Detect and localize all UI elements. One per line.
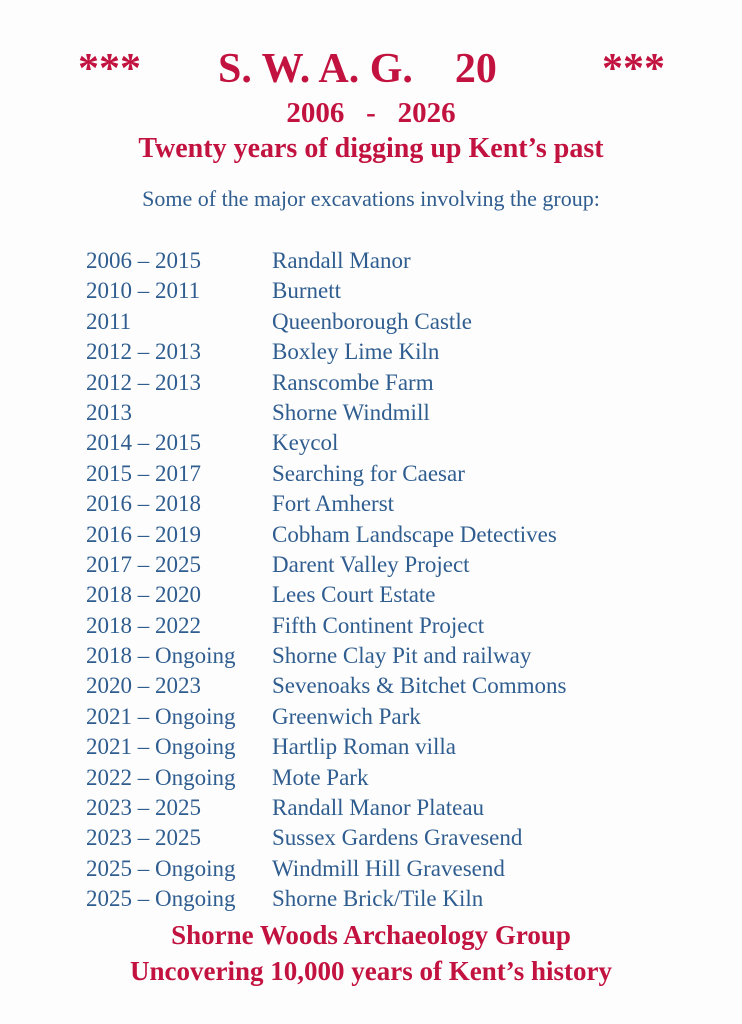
list-item (86, 763, 706, 793)
list-item (86, 459, 706, 489)
excavation-site: Sevenoaks & Bitchet Commons (272, 673, 567, 699)
excavation-site: Burnett (272, 278, 341, 304)
list-item (86, 884, 706, 914)
excavation-site: Sussex Gardens Gravesend (272, 825, 523, 851)
list-item (86, 246, 706, 276)
excavation-site: Searching for Caesar (272, 460, 465, 486)
list-item (86, 854, 706, 884)
excavation-dates: 2021 – Ongoing (86, 734, 236, 760)
list-item (86, 823, 706, 853)
slogan: Uncovering 10,000 years of Kent’s history (130, 956, 612, 986)
list-item (86, 580, 706, 610)
excavation-site: Randall Manor (272, 248, 411, 273)
tagline: Twenty years of digging up Kent’s past (138, 133, 604, 164)
list-item (86, 671, 706, 701)
excavation-dates: 2022 – Ongoing (86, 764, 236, 790)
list-item (86, 520, 706, 550)
poster-title: S. W. A. G. 20 (218, 46, 497, 92)
list-item (86, 276, 706, 306)
excavation-site: Ranscombe Farm (272, 369, 434, 395)
excavation-dates: 2012 – 2013 (86, 339, 201, 365)
excavation-site: Shorne Windmill (272, 399, 430, 425)
excavation-dates: 2011 (86, 308, 132, 334)
excavation-site: Mote Park (272, 764, 369, 790)
excavation-site: Greenwich Park (272, 703, 421, 729)
excavation-site: Cobham Landscape Detectives (272, 521, 557, 547)
list-item (86, 337, 706, 367)
excavation-dates: 2014 – 2015 (86, 430, 201, 456)
list-item (86, 398, 706, 428)
stars-right: *** (602, 46, 665, 92)
excavation-dates: 2015 – 2017 (86, 460, 201, 486)
excavation-dates: 2025 – Ongoing (86, 886, 236, 912)
year-range: 2006 - 2026 (286, 97, 456, 129)
excavation-site: Lees Court Estate (272, 582, 436, 608)
excavation-site: Hartlip Roman villa (272, 734, 456, 760)
title-row (0, 44, 742, 94)
list-item (86, 793, 706, 823)
list-item (86, 702, 706, 732)
group-name: Shorne Woods Archaeology Group (171, 920, 571, 950)
excavation-dates: 2013 (86, 399, 132, 425)
list-item (86, 307, 706, 337)
excavation-dates: 2021 – Ongoing (86, 703, 236, 729)
excavation-dates: 2020 – 2023 (86, 673, 201, 699)
excavation-dates: 2018 – 2020 (86, 582, 201, 608)
excavation-dates: 2018 – Ongoing (86, 643, 236, 669)
list-item (86, 641, 706, 671)
excavation-site: Fifth Continent Project (272, 612, 485, 638)
list-item (86, 611, 706, 641)
stars-left: *** (78, 46, 141, 92)
excavation-site: Queenborough Castle (272, 308, 472, 334)
excavation-dates: 2006 – 2015 (86, 248, 201, 273)
excavation-dates: 2023 – 2025 (86, 795, 201, 821)
intro-text: Some of the major excavations involving the group: (142, 186, 600, 211)
list-item (86, 489, 706, 519)
list-item (86, 368, 706, 398)
excavation-site: Randall Manor Plateau (272, 795, 485, 821)
list-item (86, 550, 706, 580)
excavation-dates: 2023 – 2025 (86, 825, 201, 851)
excavation-site: Shorne Brick/Tile Kiln (272, 886, 484, 912)
list-item (86, 428, 706, 458)
excavation-list (86, 246, 706, 915)
excavation-dates: 2016 – 2018 (86, 491, 201, 517)
excavation-dates: 2017 – 2025 (86, 551, 201, 577)
excavation-site: Windmill Hill Gravesend (272, 855, 505, 881)
excavation-dates: 2010 – 2011 (86, 278, 201, 304)
excavation-site: Darent Valley Project (272, 551, 470, 577)
excavation-dates: 2025 – Ongoing (86, 855, 236, 881)
list-item (86, 732, 706, 762)
excavation-site: Fort Amherst (272, 491, 395, 517)
excavation-dates: 2016 – 2019 (86, 521, 201, 547)
excavation-site: Boxley Lime Kiln (272, 339, 440, 365)
excavation-dates: 2012 – 2013 (86, 369, 201, 395)
excavation-site: Shorne Clay Pit and railway (272, 643, 532, 669)
excavation-site: Keycol (272, 430, 339, 456)
excavation-dates: 2018 – 2022 (86, 612, 201, 638)
